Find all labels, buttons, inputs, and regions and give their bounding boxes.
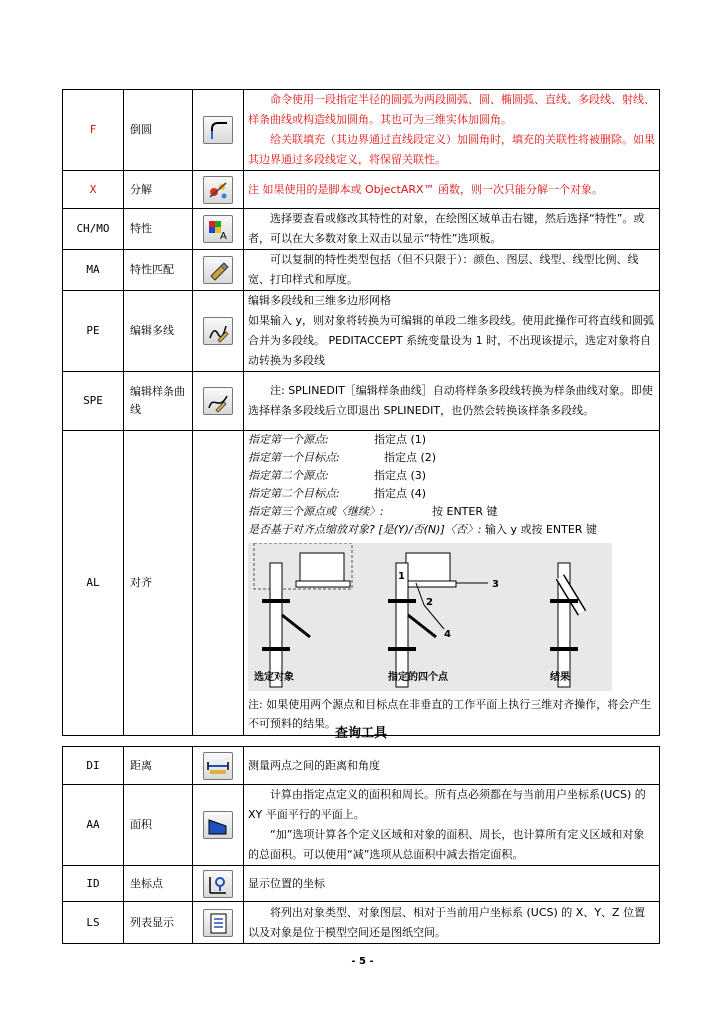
description-line: 命令使用一段指定半径的圆弧为两段圆弧、圆、椭圆弧、直线、多段线、射线、样条曲线或构造线加圆角。其也可为三维实体加圆角。: [248, 93, 655, 126]
description-line: 给关联填充（其边界通过直线段定义）加圆角时，填充的关联性将被删除。如果其边界通过多段线定义，将保留关联性。: [248, 133, 655, 166]
align-figure: [248, 543, 612, 691]
locate-point-icon: [203, 870, 233, 898]
command-key: DI: [63, 747, 124, 785]
scale-answer: 输入 y 或按 ENTER 键: [484, 523, 597, 536]
section-title: 查询工具: [334, 726, 387, 741]
command-name: 倒圆: [124, 90, 193, 171]
properties-icon: [203, 215, 233, 243]
description-line: “加”选项计算各个定义区域和对象的面积、周长，也计算所有定义区域和对象的总面积。可以使用“减”选项从总面积中减去指定面积。: [248, 828, 645, 861]
prompt-value: 指定点 (1): [374, 433, 427, 446]
command-key: CH/MO: [63, 209, 124, 250]
command-key: MA: [63, 250, 124, 291]
fillet-icon: [203, 116, 233, 144]
figure-caption: 指定的四个点: [388, 672, 448, 683]
command-name: 距离: [124, 747, 193, 785]
command-key: AA: [63, 785, 124, 866]
figure-caption: 选定对象: [254, 672, 294, 683]
table-row: [63, 90, 660, 171]
description-line: 显示位置的坐标: [248, 876, 325, 890]
command-name: 列表显示: [124, 902, 193, 944]
prompt-label: 指定第一个源点:: [248, 433, 329, 446]
command-key: AL: [63, 431, 124, 736]
list-icon: [203, 909, 233, 937]
figure-caption: 结果: [550, 672, 570, 683]
match-properties-icon: [203, 256, 233, 284]
command-name: 特性匹配: [124, 250, 193, 291]
page-number: - 5 -: [351, 956, 374, 967]
command-name: 坐标点: [124, 866, 193, 902]
command-name: 特性: [124, 209, 193, 250]
prompt-value: 按 ENTER 键: [432, 505, 498, 518]
command-name: 分解: [124, 171, 193, 209]
command-name: 编辑多线: [124, 291, 193, 372]
align-note: 注: 如果使用两个源点和目标点在非垂直的工作平面上执行三维对齐操作，将会产生不可预料的结果。: [248, 698, 652, 730]
prompt-value: 指定点 (2): [384, 451, 437, 464]
edit-polyline-icon: [203, 317, 233, 345]
command-name: 编辑样条曲线: [124, 372, 193, 431]
table-row: [63, 171, 660, 209]
command-key: SPE: [63, 372, 124, 431]
description-line: 注: SPLINEDIT［编辑样条曲线］自动将样条多段线转换为样条曲线对象。即使选择样条多段线后立即退出 SPLINEDIT，也仍然会转换该样条多段线。: [248, 384, 653, 417]
description-line: 选择要查看或修改其特性的对象，在绘图区域单击右键，然后选择“特性”。或者，可以在大多数对象上双击以显示“特性”选项板。: [248, 212, 645, 245]
prompt-label: 指定第二个目标点:: [248, 487, 340, 500]
command-name: 对齐: [124, 431, 193, 736]
align-prompts: [248, 431, 655, 539]
table-row: [63, 291, 660, 372]
point-number: 2: [426, 597, 433, 608]
explode-icon: [203, 176, 233, 204]
description-line: 测量两点之间的距离和角度: [248, 758, 380, 772]
scale-prompt: 是否基于对齐点缩放对象? [是(Y)/否(N)]〈否〉:: [248, 523, 482, 536]
description-line: 如果输入 y，则对象将转换为可编辑的单段二维多段线。使用此操作可将直线和圆弧合并为多段线。 PEDITACCEPT 系统变量设为 1 时，不出现该提示，选定对象将自动转换为多段线: [248, 314, 655, 367]
table-row: [63, 866, 660, 902]
table-row: [63, 902, 660, 944]
table-row: [63, 431, 660, 736]
edit-commands-table: [62, 89, 660, 736]
command-key: F: [63, 90, 124, 171]
prompt-label: 指定第三个源点或〈继续〉:: [248, 505, 384, 518]
distance-icon: [203, 752, 233, 780]
description-line: 编辑多段线和三维多边形网格: [248, 294, 391, 307]
query-tools-table: [62, 746, 660, 944]
point-number: 3: [492, 579, 499, 590]
edit-spline-icon: [203, 387, 233, 415]
command-key: ID: [63, 866, 124, 902]
table-row: [63, 785, 660, 866]
command-key: PE: [63, 291, 124, 372]
prompt-value: 指定点 (4): [374, 487, 427, 500]
prompt-value: 指定点 (3): [374, 469, 427, 482]
command-key: X: [63, 171, 124, 209]
point-number: 4: [444, 629, 451, 640]
command-name: 面积: [124, 785, 193, 866]
svg-text:A: A: [220, 231, 227, 242]
table-row: [63, 747, 660, 785]
description-line: 将列出对象类型、对象图层、相对于当前用户坐标系 (UCS) 的 X、Y、Z 位置以及对象是位于模型空间还是图纸空间。: [248, 905, 646, 939]
area-icon: [203, 811, 233, 839]
table-row: [63, 250, 660, 291]
prompt-label: 指定第二个源点:: [248, 469, 329, 482]
description-line: 注 如果使用的是脚本或 ObjectARX™ 函数，则一次只能分解一个对象。: [248, 182, 604, 196]
prompt-label: 指定第一个目标点:: [248, 451, 340, 464]
table-row: [63, 372, 660, 431]
point-number: 1: [398, 571, 405, 582]
description-line: 计算由指定点定义的面积和周长。所有点必须都在与当前用户坐标系(UCS) 的 XY 平面平行的平面上。: [248, 788, 646, 821]
command-key: LS: [63, 902, 124, 944]
description-line: 可以复制的特性类型包括（但不只限于）：颜色、图层、线型、线型比例、线宽、打印样式和厚度。: [248, 253, 639, 286]
table-row: [63, 209, 660, 250]
